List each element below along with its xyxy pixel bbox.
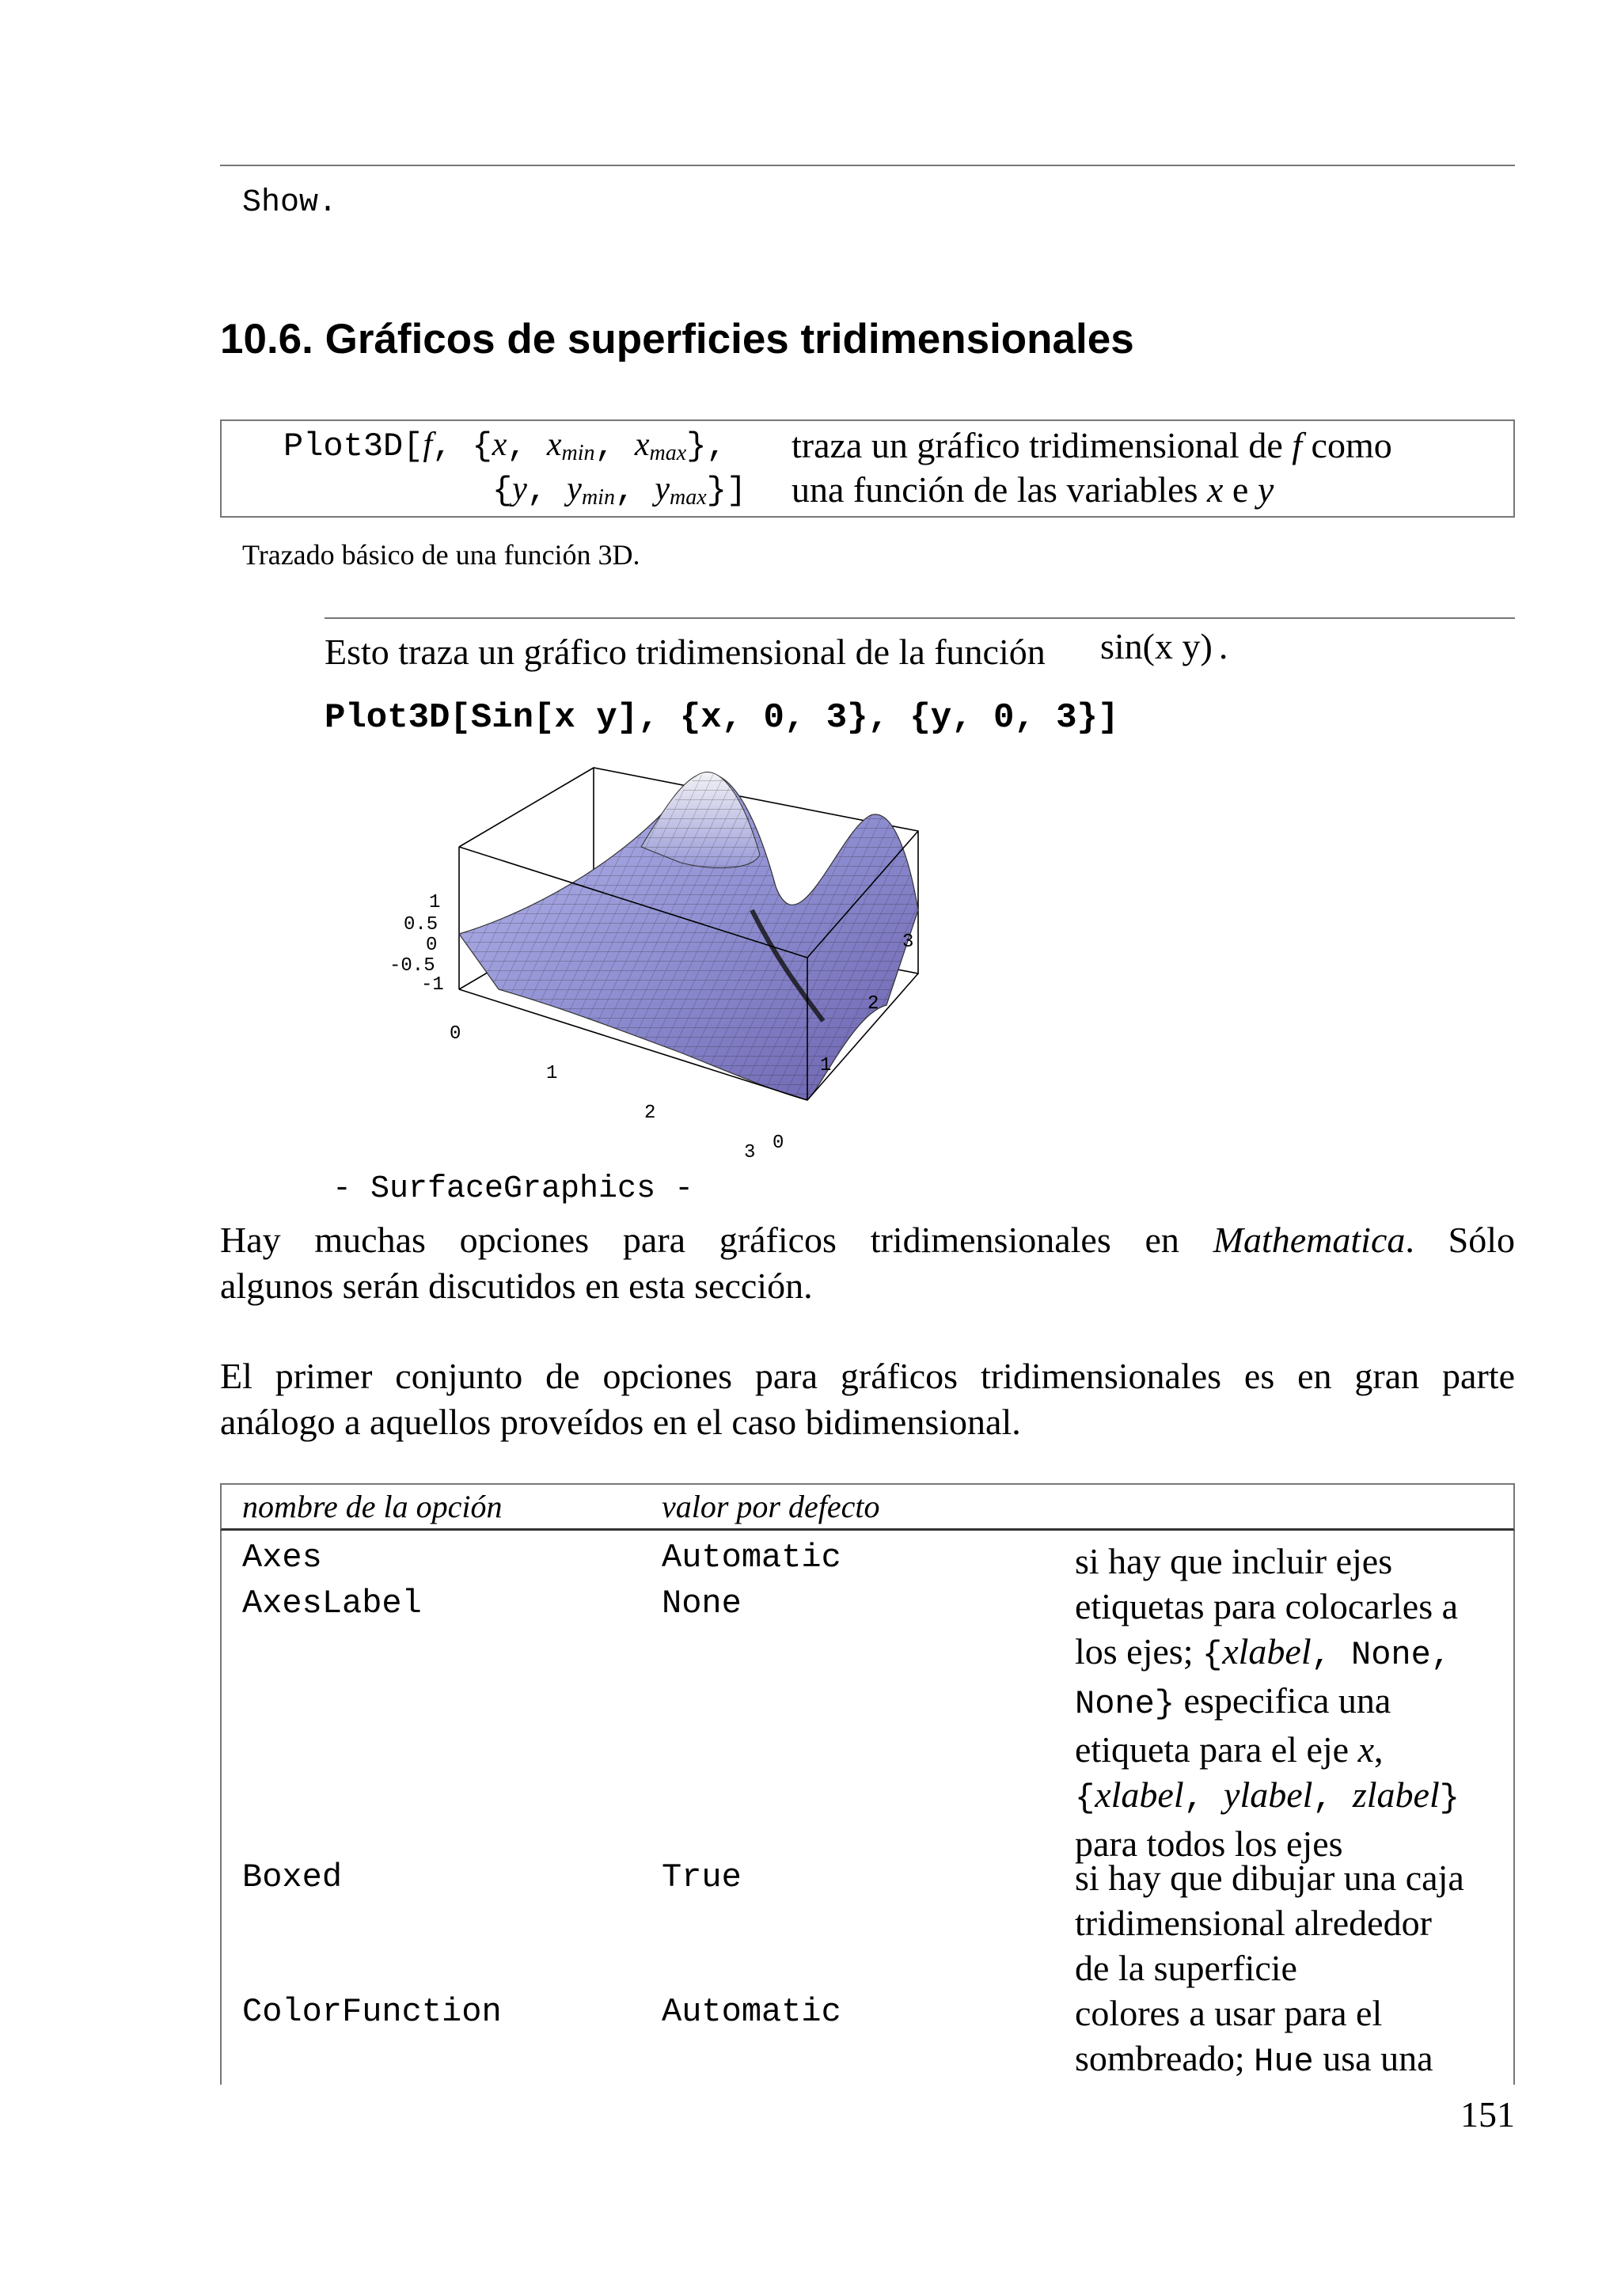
desc-line: tridimensional alrededor (1075, 1903, 1432, 1943)
x-tick-label: 2 (644, 1102, 656, 1124)
desc-text: , (1373, 1729, 1384, 1770)
option-description (1075, 1539, 1518, 1584)
z-tick-label: -1 (421, 974, 444, 996)
syntax-min-sub: min (561, 441, 595, 465)
desc-line: de la superficie (1075, 1948, 1297, 1988)
surface-mesh (459, 772, 918, 1100)
desc-line: colores a usar para el (1075, 1993, 1383, 2033)
x-tick-label: 0 (450, 1023, 461, 1045)
paragraph-1-line-1 (220, 1217, 1515, 1263)
y-tick-label: 3 (902, 932, 914, 953)
desc-italic: xlabel (1095, 1774, 1184, 1815)
desc-code: { (1202, 1636, 1223, 1674)
desc-text: como (1302, 425, 1392, 465)
x-tick-label: 1 (546, 1063, 558, 1084)
paragraph-2-line-1: El primer conjunto de opciones para gráficos tridimensionales es en gran parte (220, 1356, 1515, 1396)
function-expression: sin(x y) (1100, 626, 1213, 666)
desc-code: , (1183, 1779, 1224, 1817)
syntax-line-2 (492, 470, 746, 510)
desc-y: y (1257, 469, 1274, 510)
desc-italic: xlabel (1222, 1631, 1312, 1672)
syntax-y: y (512, 471, 527, 507)
desc-line (1075, 2036, 1518, 2085)
option-description (1075, 1584, 1518, 1866)
option-name: Boxed (242, 1858, 343, 1896)
option-default: Automatic (662, 1993, 841, 2031)
desc-line (1075, 1727, 1518, 1772)
options-table-left-border (220, 1531, 222, 2085)
option-default: Automatic (662, 1539, 841, 1577)
z-tick-label: 0 (426, 935, 438, 956)
z-axis-ticks (389, 892, 444, 996)
y-tick-label: 2 (867, 993, 879, 1015)
paragraph-1 (220, 1217, 1515, 1309)
syntax-close: }] (706, 472, 747, 510)
desc-italic: ylabel (1224, 1774, 1313, 1815)
surface-plot (380, 752, 950, 1163)
example-rule (325, 617, 1515, 619)
desc-x: x (1206, 469, 1224, 510)
syntax-close: }, (686, 427, 727, 465)
p1-text: . Sólo (1405, 1220, 1515, 1260)
paragraph-1-line-2: algunos serán discutidos en esta sección. (220, 1266, 813, 1306)
desc-code: } (1439, 1779, 1460, 1817)
syntax-brace: , { (432, 427, 492, 465)
desc-text: sombreado; (1075, 2038, 1255, 2078)
desc-text: especifica una (1175, 1680, 1391, 1721)
desc-line (1075, 1629, 1518, 1678)
syntax-comma: , (507, 427, 547, 465)
z-tick-label: 1 (429, 892, 441, 913)
p1-text: Hay muchas opciones para gráficos tridimensionales en (220, 1220, 1213, 1260)
desc-code: , None, (1311, 1636, 1452, 1674)
x-tick-label: 3 (744, 1142, 756, 1163)
desc-code: , (1312, 1779, 1353, 1817)
example-code-input: Plot3D[Sin[x y], {x, 0, 3}, {y, 0, 3}] (325, 698, 1119, 738)
page-number: 151 (1460, 2094, 1515, 2135)
top-rule (220, 165, 1515, 166)
option-default: True (662, 1858, 742, 1896)
option-name: Axes (242, 1539, 322, 1577)
z-tick-label: 0.5 (404, 914, 438, 935)
desc-line: para todos los ejes (1075, 1824, 1343, 1864)
syntax-comma: , (614, 472, 655, 510)
desc-code: None} (1075, 1685, 1175, 1723)
syntax-description-2 (792, 469, 1274, 510)
desc-italic: x (1357, 1729, 1374, 1770)
desc-code: Hue (1254, 2043, 1314, 2081)
desc-text: usa una (1313, 2038, 1433, 2078)
desc-line: si hay que dibujar una caja (1075, 1858, 1464, 1898)
syntax-xmin-var: x (546, 427, 562, 463)
syntax-max-sub: max (649, 441, 687, 465)
desc-text: una función de las variables (792, 469, 1207, 510)
syntax-comma: , (594, 427, 635, 465)
header-option-name: nombre de la opción (242, 1489, 503, 1524)
desc-text: e (1223, 469, 1258, 510)
syntax-ymax-var: y (655, 471, 670, 507)
syntax-box (220, 419, 1515, 518)
syntax-code: Plot3D[ (283, 427, 423, 465)
option-default: None (662, 1584, 742, 1622)
syntax-brace: { (492, 472, 513, 510)
header-default-value: valor por defecto (662, 1489, 880, 1524)
desc-line (1075, 1678, 1518, 1727)
syntax-comma: , (526, 472, 568, 510)
syntax-description-1 (792, 424, 1392, 466)
paragraph-2 (220, 1353, 1515, 1445)
paragraph-2-line-2: análogo a aquellos proveídos en el caso bidimensional. (220, 1402, 1021, 1442)
show-fragment: Show. (242, 185, 338, 221)
syntax-min-sub: min (581, 485, 615, 510)
desc-italic: zlabel (1352, 1774, 1440, 1815)
desc-line: si hay que incluir ejes (1075, 1541, 1393, 1581)
option-description (1075, 1855, 1518, 1990)
option-name: AxesLabel (242, 1584, 422, 1622)
desc-code: { (1075, 1779, 1095, 1817)
option-name: ColorFunction (242, 1993, 502, 2031)
syntax-line-1 (283, 426, 727, 466)
option-description (1075, 1990, 1518, 2085)
figure-caption: Trazado básico de una función 3D. (242, 539, 640, 571)
syntax-xmax-var: x (634, 427, 650, 463)
desc-text: traza un gráfico tridimensional de (792, 425, 1293, 465)
desc-text: etiqueta para el eje (1075, 1729, 1358, 1770)
section-title: 10.6. Gráficos de superficies tridimensionales (220, 316, 1134, 362)
z-tick-label: -0.5 (389, 955, 435, 977)
output-label: - SurfaceGraphics - (332, 1171, 694, 1207)
function-period: . (1218, 626, 1228, 666)
desc-text: los ejes; (1075, 1631, 1202, 1672)
example-function (1100, 625, 1228, 667)
example-intro: Esto traza un gráfico tridimensional de la función (325, 632, 1046, 672)
desc-line (1075, 1772, 1518, 1821)
syntax-max-sub: max (670, 485, 707, 510)
desc-line: etiquetas para colocarles a (1075, 1586, 1459, 1626)
syntax-x: x (492, 427, 507, 463)
desc-f: f (1292, 425, 1303, 465)
syntax-ymin-var: y (567, 471, 582, 507)
y-tick-label: 0 (773, 1133, 784, 1154)
p1-mathematica: Mathematica (1213, 1220, 1406, 1260)
y-tick-label: 1 (820, 1055, 832, 1076)
syntax-f: f (423, 427, 433, 463)
